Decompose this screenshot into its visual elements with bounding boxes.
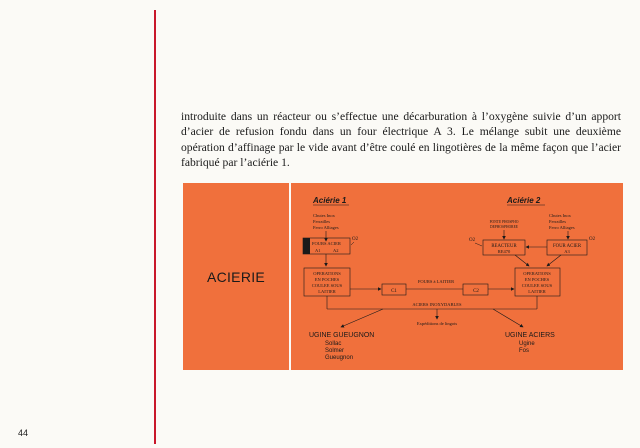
acierie1-furnace-unit-2: A2 [333,248,339,253]
margin-rule [154,10,156,444]
ugine-aciers-site-1: Ugine [519,341,535,347]
acierie2-o2-label: O2 [589,237,596,242]
acierie2-input-1: Chutes Inox [549,213,571,218]
ugine-aciers-site-2: Fos [519,348,530,354]
acierie1-ops-line-1: OPERATIONS [313,271,341,276]
c1-label: C1 [391,289,397,294]
page-number: 44 [18,428,29,438]
acierie1-ops-line-3: COULEE SOUS [311,283,343,288]
acierie1-ops-line-4: LAITIER [318,289,336,294]
acierie2-ops-line-3: COULEE SOUS [521,283,553,288]
figure-label-panel [183,183,291,370]
acierie2-furnace-label: FOUR ACIER [552,244,582,249]
furnace-to-ops2-arrow [547,255,561,266]
reactor-o2-label: O2 [469,238,476,243]
reactor-to-ops2-arrow [515,255,529,266]
reactor-o2-arrow [475,243,482,246]
c2-label: C2 [473,289,479,294]
acierie1-furnace-unit-1: A1 [315,248,321,253]
ugine-gueugnon-title: UGINE GUEUGNON [309,332,375,339]
acierie2-ops-line-2: EN POCHES [524,277,550,282]
acierie1-input-3: Ferro Alliages [313,225,339,230]
figure-title: ACIERIE [206,269,266,285]
expeditions-label: Expéditions de lingots [416,321,458,326]
ugine-gueugnon-site-1: Sollac [325,341,342,347]
acierie1-input-2: Ferrailles [313,219,330,224]
aciers-inox-label: ACIERS INOXYDABLES [412,302,462,307]
reactor-input-2: DEPHOSPHOREE [490,225,518,229]
body-paragraph: introduite dans un réacteur ou s’effectue une décarburation à l’oxygène suivie d’un apport d’acier de refusion fondu dans un four électrique A 3. Le mélange subit une deuxième opération d’affinage par le vide avant d’être coulé en lingotières de la même façon que l’acier fabriqué par l’aciérie 1. [181,109,621,170]
acierie2-ops-line-1: OPERATIONS [523,271,551,276]
reactor-code: RE470 [497,249,511,254]
acierie2-heading: Aciérie 2 [507,196,541,205]
acierie1-furnace-marker [303,238,310,254]
acierie1-heading: Aciérie 1 [313,196,347,205]
acierie2-input-3: Ferro Alliages [549,225,575,230]
acierie1-ops-line-2: EN POCHES [314,277,340,282]
acierie2-ops-line-4: LAITIER [528,289,546,294]
reactor-label: REACTEUR [491,244,517,249]
acierie2-input-2: Ferrailles [549,219,566,224]
reactor-input-1: FONTE PHOSPHO [489,220,519,224]
acierie1-furnace-label: FOURS ACIER [312,241,341,246]
to-ugine-line [493,309,523,327]
process-diagram [291,183,623,370]
acierie1-input-1: Chutes Inox [313,213,335,218]
ugine-aciers-title: UGINE ACIERS [505,332,555,339]
acierie1-o2-label: O2 [352,237,359,242]
acierie-figure [183,183,623,370]
acierie2-furnace-unit: A3 [564,249,570,254]
to-gueugnon-line [341,309,383,327]
acierie1-o2-arrow [351,242,354,245]
fours-laitier-label: FOURS à LAITIER [417,279,455,284]
ugine-gueugnon-site-2: Solmer [325,348,345,354]
ugine-gueugnon-site-3: Gueugnon [325,355,354,361]
